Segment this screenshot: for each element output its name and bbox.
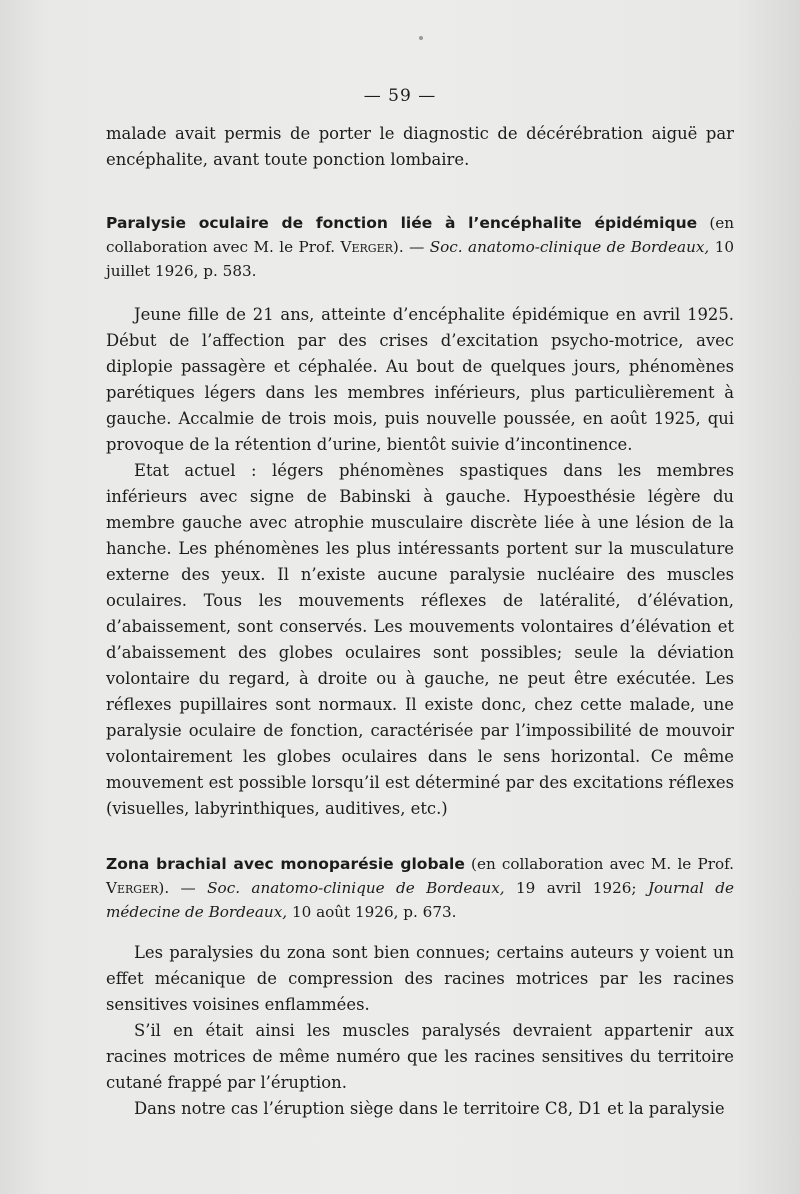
section2-heading <box>106 852 734 924</box>
section1-collab-prefix: (en collaboration avec M. le Prof. <box>106 214 735 256</box>
section2-body <box>106 940 734 1122</box>
section1-body <box>106 302 734 822</box>
section1-paragraph-1: Jeune fille de 21 ans, atteinte d’encéphalite épidémique en avril 1925. Début de l’affection par des crises d’excitation psycho-motrice, avec diplopie passagère et céphalée. Au bout de quelques jours, phénomènes parétiques légers dans les membres inférieurs, plus particulièrement à gauche. Accalmie de trois mois, puis nouvelle poussée, en août 1925, qui provoque de la rétention d’urine, bientôt suivie d’incontinence. <box>106 305 734 454</box>
page-number: — 59 — <box>363 86 437 106</box>
intro-text: malade avait permis de porter le diagnostic de décérébration aiguë par encéphalite, avant toute ponction lombaire. <box>106 124 734 169</box>
section2-paragraph-2: S’il en était ainsi les muscles paralysés devraient appartenir aux racines motrices de même numéro que les racines sensitives du territoire cutané frappé par l’éruption. <box>106 1021 734 1092</box>
section2-date-2: 10 août 1926, p. 673. <box>291 903 457 921</box>
section2-journal-1: Soc. anatomo-clinique de Bordeaux, <box>207 879 505 897</box>
section1-date: 10 juillet 1926, p. 583. <box>106 238 735 280</box>
section1-collab-suffix: ). — <box>392 238 425 256</box>
section2-title: Zona brachial avec monoparésie globale <box>106 855 465 873</box>
section2-collab-prefix: (en collaboration avec M. le Prof. <box>471 855 735 873</box>
section2-paragraph-1: Les paralysies du zona sont bien connues; certains auteurs y voient un effet mécanique de compression des racines motrices par les racines sensitives voisines enflammées. <box>106 943 734 1014</box>
intro-paragraph <box>106 121 734 173</box>
section2-paragraph-3: Dans notre cas l’éruption siège dans le territoire C8, D1 et la paralysie <box>134 1099 725 1118</box>
section2-collab-suffix: ). — <box>158 879 196 897</box>
section2-collab-name: Verger <box>106 879 159 897</box>
section1-journal: Soc. anatomo-clinique de Bordeaux, <box>429 238 710 256</box>
ink-speck <box>419 36 423 40</box>
section1-title: Paralysie oculaire de fonction liée à l’encéphalite épidémique <box>106 214 698 232</box>
section2-date-1: 19 avril 1926; <box>516 879 637 897</box>
section1-paragraph-2: Etat actuel : légers phénomènes spastiques dans les membres inférieurs avec signe de Babinski à gauche. Hypoesthésie légère du membre gauche avec atrophie musculaire discrète liée à une lésion de la hanche. Les phénomènes les plus intéressants portent sur la musculature externe des yeux. Il n’existe aucune paralysie nucléaire des muscles oculaires. Tous les mouvements réflexes de latéralité, d’élévation, d’abaissement, sont conservés. Les mouvements volontaires d’élévation et d’abaissement des globes oculaires sont possibles; seule la déviation volontaire du regard, à droite ou à gauche, ne peut être exécutée. Les réflexes pupillaires sont normaux. Il existe donc, chez cette malade, une paralysie oculaire de fonction, caractérisée par l’impossibilité de mouvoir volontairement les globes oculaires dans le sens horizontal. Ce même mouvement est possible lorsqu’il est déterminé par des excitations réflexes (visuelles, labyrinthiques, auditives, etc.) <box>106 461 734 818</box>
section1-collab-name: Verger <box>340 238 393 256</box>
section1-heading <box>106 211 734 283</box>
section2-journal-2: Journal de médecine de Bordeaux, <box>106 879 735 921</box>
